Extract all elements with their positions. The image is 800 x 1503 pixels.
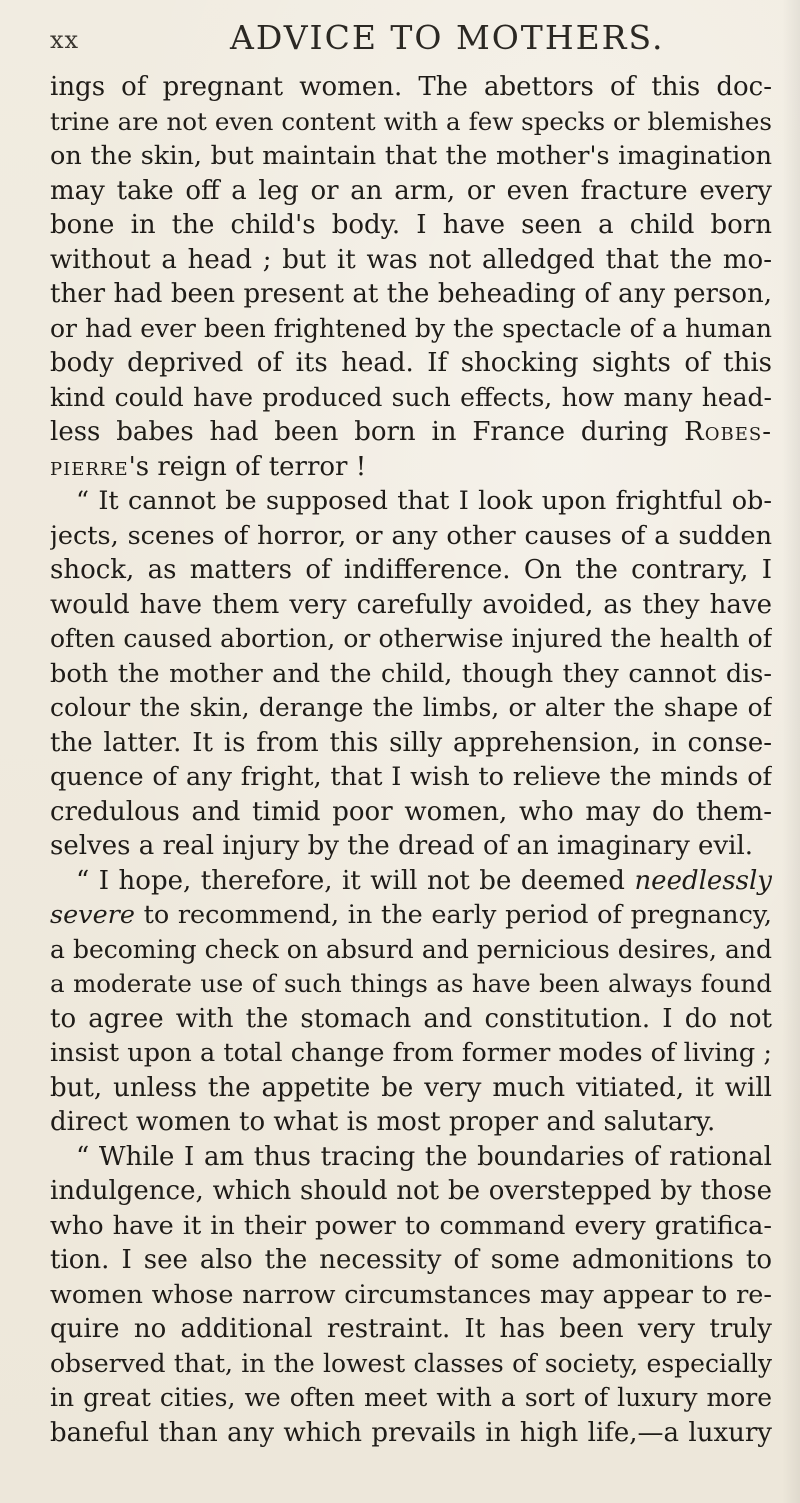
text-line: may take off a leg or an arm, or even fracture every [50,175,772,206]
text-line: trine are not even content with a few specks or blemishes [50,106,772,136]
text-line: to agree with the stomach and constitution. I do not [50,1003,772,1034]
text-line [50,450,772,485]
italic-word: needlessly [634,865,772,896]
text-line: quire no additional restraint. It has been very truly [50,1314,772,1344]
text-line: in great cities, we often meet with a sort of luxury more [50,1383,772,1412]
text-line: jects, scenes of horror, or any other causes of a sudden [50,520,772,551]
text-line: ings of pregnant women. The abettors of this doc- [50,72,772,102]
text-line: insist upon a total change from former modes of living ; [50,1038,772,1068]
body-text [50,70,772,1450]
text-line [50,898,772,933]
text-line: indulgence, which should not be overstepped by those [50,1176,772,1206]
text-segment: to recommend, in the early period of pregnancy, [134,900,772,930]
page-edge-shadow [782,0,800,1503]
proper-name-robespierre-cont: pierre [50,451,129,482]
text-line: body deprived of its head. If shocking sights of this [50,348,772,378]
text-line: the latter. It is from this silly apprehension, in conse- [50,727,772,758]
text-line: women whose narrow circumstances may appear to re- [50,1279,772,1310]
text-line: bone in the child's body. I have seen a child born [50,210,772,240]
italic-word: severe [50,900,135,930]
text-line: baneful than any which prevails in high life,—a luxury [50,1417,772,1448]
text-line: colour the skin, derange the limbs, or alter the shape of [50,693,772,722]
text-line: “ While I am thus tracing the boundaries of rational [76,1141,772,1172]
text-line: observed that, in the lowest classes of society, especially [50,1348,772,1378]
text-line: direct women to what is most proper and salutary. [50,1107,716,1137]
text-segment: 's reign of terror ! [128,451,367,482]
text-line: shock, as matters of indifference. On the contrary, I [50,555,772,585]
text-line: “ It cannot be supposed that I look upon frightful ob- [76,486,772,516]
text-line: or had ever been frightened by the spectacle of a human [50,313,772,343]
text-segment: less babes had been born in France during [50,417,685,447]
text-line: a moderate use of such things as have been always found [50,969,772,998]
text-line [50,415,772,450]
text-line: both the mother and the child, though they cannot dis- [50,658,772,689]
text-line: quence of any fright, that I wish to relieve the minds of [50,762,772,792]
text-line: without a head ; but it was not alledged that the mo- [50,244,772,275]
text-line: kind could have produced such effects, how many head- [50,382,772,412]
text-line: credulous and timid poor women, who may do them- [50,796,772,827]
text-line: selves a real injury by the dread of an imaginary evil. [50,831,754,861]
text-line: often caused abortion, or otherwise injured the health of [50,624,772,653]
text-line: ther had been present at the beheading of any person, [50,279,772,309]
text-line [50,864,772,899]
page-number: xx [50,26,80,54]
page-header [50,10,770,60]
text-segment: “ I hope, therefore, it will not be deemed [76,865,635,896]
proper-name-robespierre: Robes- [684,417,772,447]
text-line: a becoming check on absurd and pernicious desires, and [50,934,772,964]
text-line: but, unless the appetite be very much vitiated, it will [50,1072,772,1103]
running-head: ADVICE TO MOTHERS. [230,18,665,57]
text-line: on the skin, but maintain that the mother's imagination [50,141,772,171]
text-line: who have it in their power to command every gratifica- [50,1210,772,1241]
text-line: would have them very carefully avoided, as they have [50,589,772,620]
text-line: tion. I see also the necessity of some admonitions to [50,1245,772,1275]
